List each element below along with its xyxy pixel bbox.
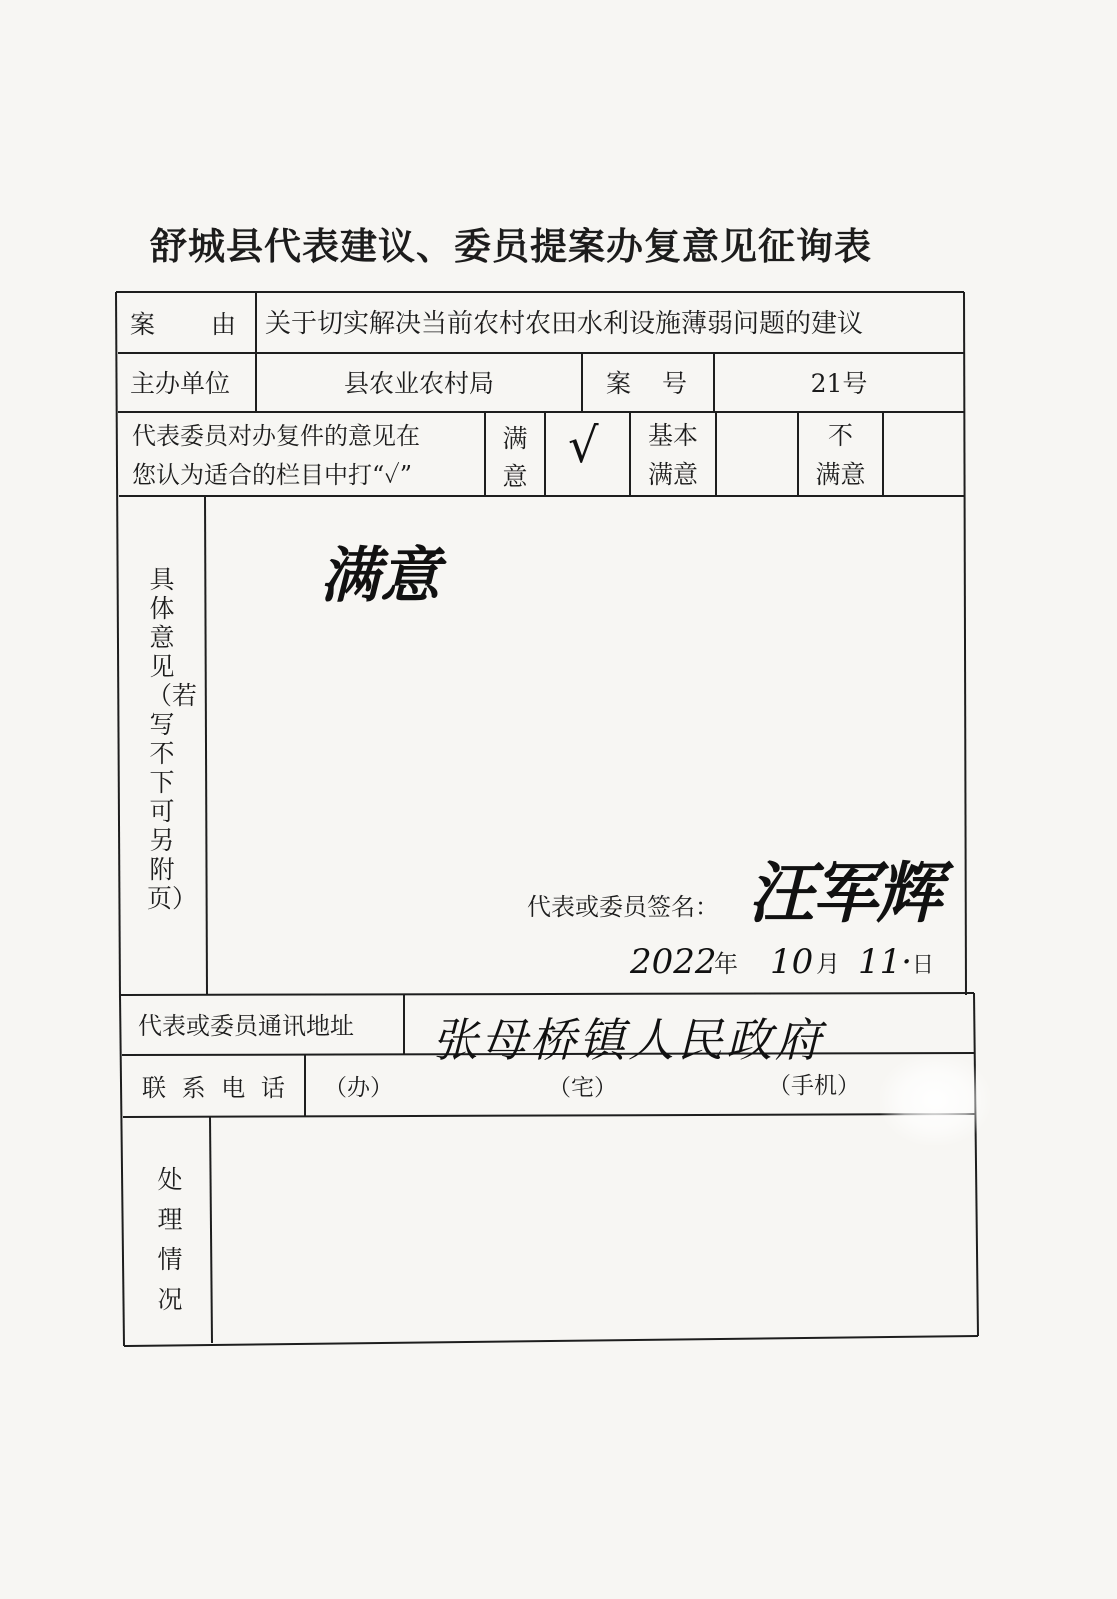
option-satisfied-checkmark: √ [568,418,599,474]
signature-label: 代表或委员签名： [527,893,719,921]
phone-mobile: （手机） [768,1073,860,1099]
address-handwriting: 张母桥镇人民政府 [432,1013,824,1067]
handling-label: 处理情况 [157,1165,183,1314]
option-satisfied-label: 满意 [502,424,528,491]
date-year: 2022 [630,942,717,982]
phone-home: （宅） [548,1075,617,1101]
phone-office: （办） [324,1075,393,1101]
date-month-unit: 月 [816,950,840,978]
specific-opinion-label: 具体意见（若写不下可另附页） [147,565,198,913]
case-number-value: 21号 [810,369,868,398]
option-not-line1: 不 [827,421,853,450]
date-line [630,940,950,990]
case-reason-value: 关于切实解决当前农村农田水利设施薄弱问题的建议 [265,309,864,339]
opinion-prompt-line2: 您认为适合的栏目中打“✓” [132,461,413,489]
host-unit-label: 主办单位 [130,369,231,398]
opinion-prompt-line1: 代表委员对办复件的意见在 [132,422,420,450]
specific-opinion-handwriting: 满意 [320,541,440,611]
date-day-unit: 日 [912,953,935,978]
case-number-label: 案 号 [605,369,690,398]
scan-glare [880,1055,990,1145]
date-month: 10 [770,942,814,982]
address-label: 代表或委员通讯地址 [138,1012,354,1040]
host-unit-value: 县农业农村局 [343,369,494,398]
phone-label: 联 系 电 话 [142,1074,289,1102]
date-day: 11· [858,942,913,982]
form-title: 舒城县代表建议、委员提案办复意见征询表 [150,225,872,268]
signature-handwriting: 汪军辉 [748,854,940,932]
date-year-unit: 年 [714,950,738,978]
case-reason-label: 案 由 [130,310,239,339]
option-basic-line2: 满意 [647,460,698,489]
option-basic-line1: 基本 [647,421,698,450]
option-not-line2: 满意 [815,460,866,489]
